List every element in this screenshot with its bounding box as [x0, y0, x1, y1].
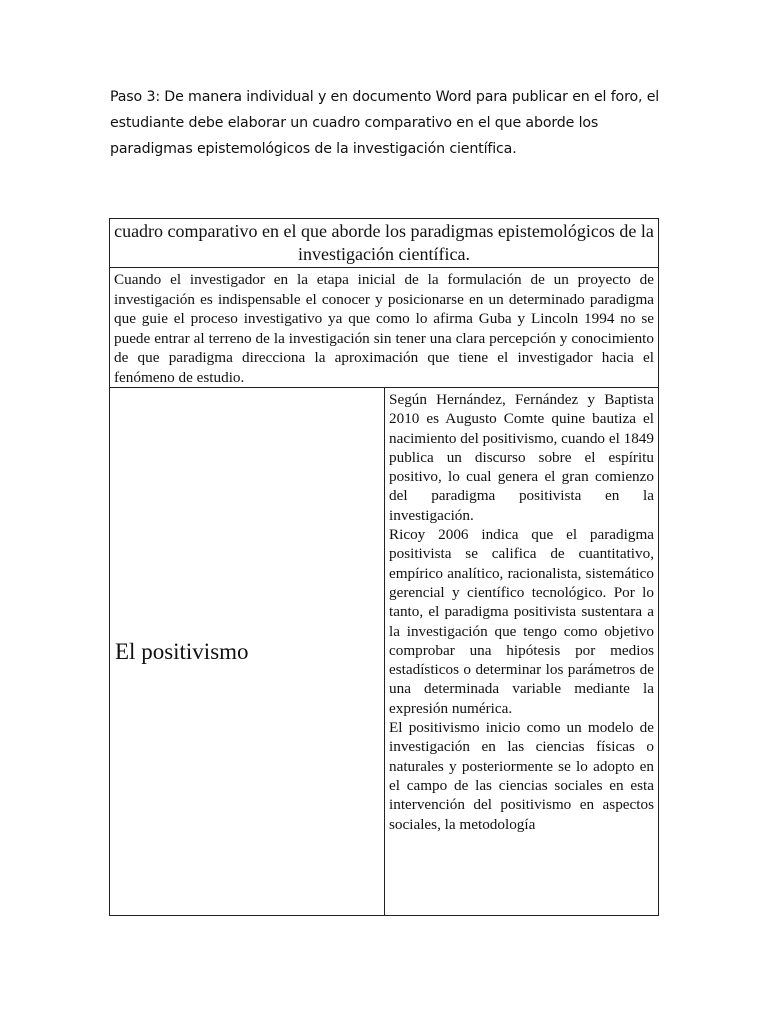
paradigm-label: El positivismo [110, 388, 385, 916]
table-title: cuadro comparativo en el que aborde los paradigmas epistemológicos de la investigación científica. [110, 219, 659, 268]
description-paragraph: Según Hernández, Fernández y Baptista 2010 es Augusto Comte quine bautiza el nacimiento del positivismo, cuando el 1849 publica un discurso sobre el espíritu positivo, lo cual genera el gran comienzo del paradigma positivista en la investigación. [389, 391, 654, 524]
paradigm-description-body [389, 390, 654, 913]
description-paragraph: El positivismo inicio como un modelo de investigación en las ciencias físicas o naturales y posteriormente se lo adopto en el campo de las ciencias sociales en esta intervención del positivismo en aspectos sociales, la metodología [389, 719, 654, 833]
description-paragraph: Ricoy 2006 indica que el paradigma positivista se califica de cuantitativo, empírico analítico, racionalista, sistemático gerencial y científico tecnológico. Por lo tanto, el paradigma positivista sustentara a la investigación que tengo como objetivo comprobar una hipótesis por medios estadísticos o determinar los parámetros de una determinada variable mediante la expresión numérica. [389, 526, 654, 717]
comparison-table [109, 218, 659, 916]
table-intro-text: Cuando el investigador en la etapa inicial de la formulación de un proyecto de investigación es indispensable el conocer y posicionarse en un determinado paradigma que guie el proceso investigativo ya que como lo afirma Guba y Lincoln 1994 no se puede entrar al terreno de la investigación sin tener una clara percepción y conocimiento de que paradigma direcciona la aproximación que tiene el investigador hacia el fenómeno de estudio. [110, 268, 659, 388]
paradigm-description [385, 388, 659, 916]
table-row-title [110, 219, 659, 268]
table-row-intro [110, 268, 659, 388]
table-row-positivism [110, 388, 659, 916]
assignment-instruction: Paso 3: De manera individual y en documento Word para publicar en el foro, el estudiante debe elaborar un cuadro comparativo en el que aborde los paradigmas epistemológicos de la investigación científica. [110, 89, 660, 157]
